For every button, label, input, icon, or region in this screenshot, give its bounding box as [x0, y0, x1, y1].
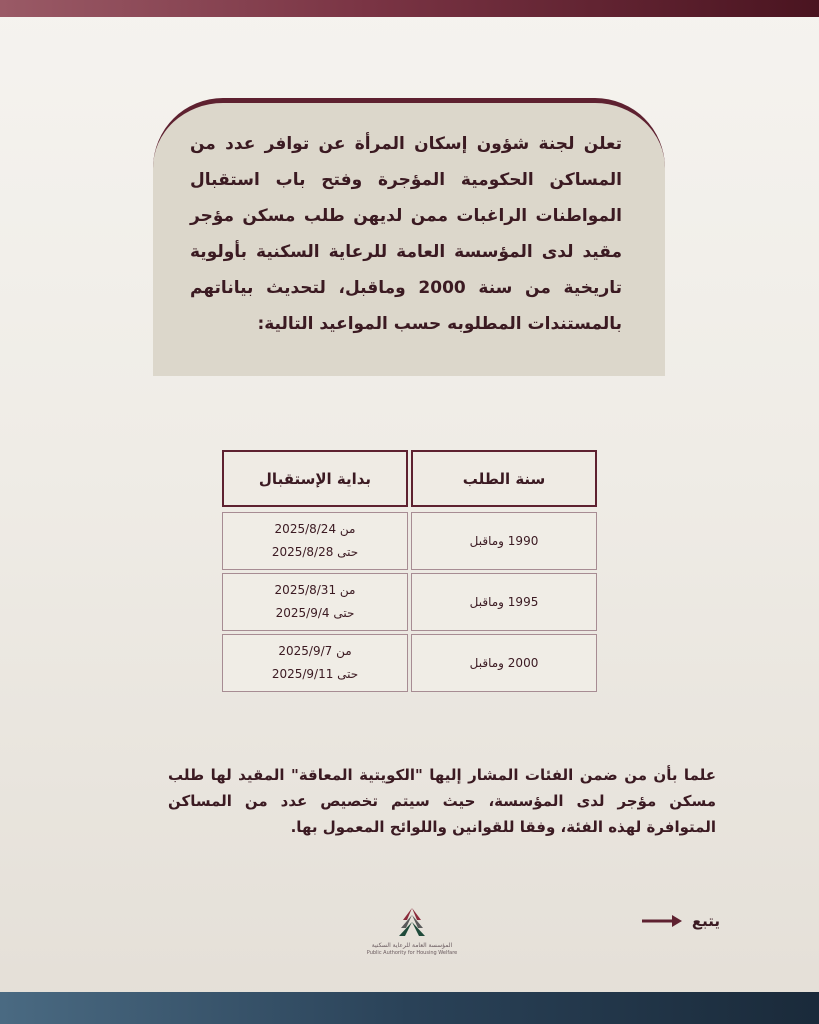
row-1-year: 1990 وماقبل: [411, 512, 597, 570]
authority-logo: [348, 906, 476, 968]
row-2-from-date: من 2025/8/31: [274, 583, 356, 597]
row-3-from-date: من 2025/9/7: [278, 644, 352, 658]
row-1-to-date: حتى 2025/8/28: [271, 545, 359, 559]
row-2-dates: [222, 573, 408, 631]
intro-announcement-text: تعلن لجنة شؤون إسكان المرأة عن توافر عدد من المساكن الحكومية المؤجرة وفتح باب استقبال المواطنات الراغبات ممن لديهن طلب مسكن مؤجر مقيد لدى المؤسسة العامة للرعاية السكنية بأولوية تاريخية من سنة 2000 وماقبل، لتحديث بياناتهم بالمستندات المطلوبه حسب المواعيد التالية:: [190, 134, 622, 334]
continue-label: يتبع: [691, 912, 720, 930]
row-1-dates: [222, 512, 408, 570]
top-accent-bar: [0, 0, 819, 17]
row-3-year: 2000 وماقبل: [411, 634, 597, 692]
logo-english-name: Public Authority for Housing Welfare: [366, 950, 458, 956]
housing-authority-emblem-icon: [395, 906, 429, 940]
row-3-dates: [222, 634, 408, 692]
row-1-from-date: من 2025/8/24: [274, 522, 356, 536]
logo-arabic-name: المؤسسة العامة للرعاية السكنية: [371, 942, 453, 949]
header-reception-start: بداية الإستقبال: [222, 450, 408, 507]
continue-indicator[interactable]: [602, 909, 720, 933]
row-2-to-date: حتى 2025/9/4: [275, 606, 355, 620]
header-request-year: سنة الطلب: [411, 450, 597, 507]
bottom-accent-bar: [0, 992, 819, 1024]
note-text: علما بأن من ضمن الفئات المشار إليها "الكويتية المعاقة" المقيد لها طلب مسكن مؤجر لدى المؤسسة، حيث سيتم تخصيص عدد من المساكن المتوافرة لهذه الفئة، وفقا للقوانين واللوائح المعمول بها.: [168, 766, 716, 836]
arrow-right-icon: [642, 915, 682, 927]
row-2-year: 1995 وماقبل: [411, 573, 597, 631]
row-3-to-date: حتى 2025/9/11: [271, 667, 359, 681]
